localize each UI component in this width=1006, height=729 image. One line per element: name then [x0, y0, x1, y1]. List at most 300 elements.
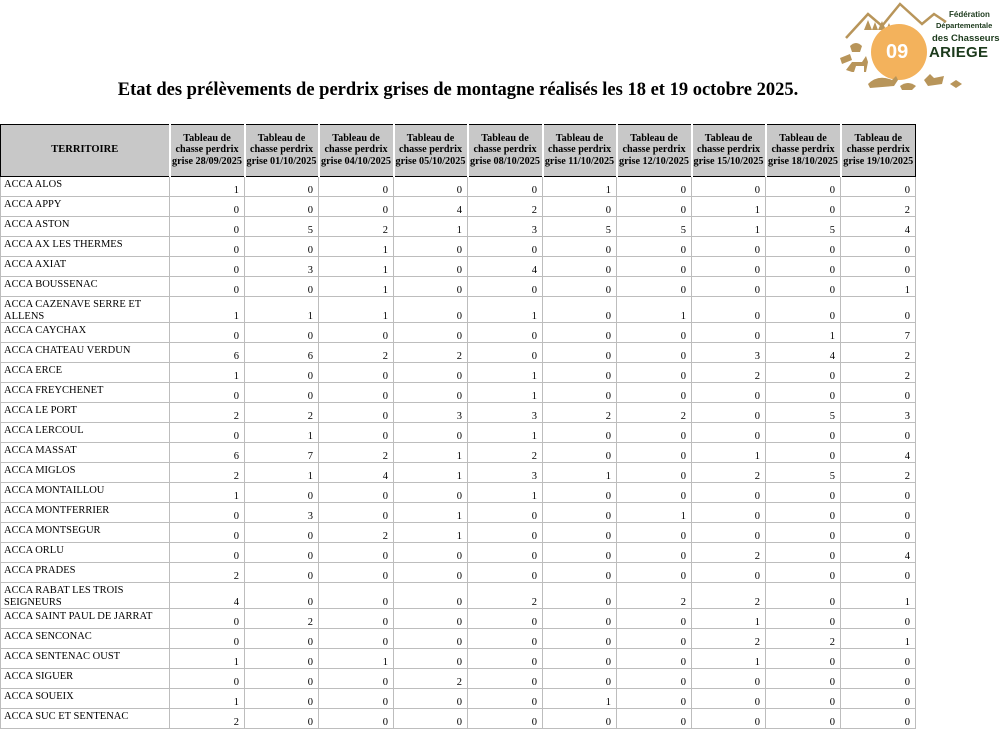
harvest-value-cell: 1 — [543, 177, 617, 197]
harvest-value-cell: 0 — [692, 709, 766, 729]
harvest-value-cell: 0 — [692, 563, 766, 583]
harvest-value-cell: 0 — [319, 689, 394, 709]
harvest-value-cell: 0 — [543, 629, 617, 649]
harvest-value-cell: 0 — [319, 363, 394, 383]
harvest-value-cell: 0 — [245, 543, 319, 563]
territory-name-cell: ACCA ORLU — [1, 543, 170, 563]
harvest-value-cell: 0 — [468, 277, 543, 297]
harvest-value-cell: 0 — [617, 649, 692, 669]
harvest-value-cell: 2 — [841, 197, 916, 217]
harvest-value-cell: 0 — [766, 257, 841, 277]
harvest-value-cell: 1 — [692, 609, 766, 629]
harvest-value-cell: 0 — [692, 689, 766, 709]
column-header-date: Tableau de chasse perdrix grise 08/10/2025 — [468, 125, 543, 177]
harvest-value-cell: 0 — [245, 709, 319, 729]
harvest-value-cell: 0 — [170, 237, 245, 257]
harvest-value-cell: 0 — [170, 277, 245, 297]
territory-name-cell: ACCA SOUEIX — [1, 689, 170, 709]
harvest-value-cell: 4 — [841, 217, 916, 237]
harvest-value-cell: 4 — [319, 463, 394, 483]
logo-text-chasseurs: des Chasseurs — [932, 33, 1000, 44]
harvest-value-cell: 2 — [170, 709, 245, 729]
harvest-value-cell: 1 — [841, 629, 916, 649]
harvest-value-cell: 3 — [245, 503, 319, 523]
harvest-value-cell: 0 — [170, 609, 245, 629]
harvest-value-cell: 0 — [543, 423, 617, 443]
logo-text-federation: Fédération — [949, 10, 990, 19]
harvest-value-cell: 0 — [766, 709, 841, 729]
page-title: Etat des prélèvements de perdrix grises de montagne réalisés les 18 et 19 octobre 2025. — [117, 80, 799, 100]
harvest-value-cell: 0 — [766, 503, 841, 523]
harvest-value-cell: 0 — [319, 709, 394, 729]
harvest-value-cell: 1 — [617, 503, 692, 523]
table-row — [1, 177, 916, 197]
harvest-value-cell: 0 — [617, 257, 692, 277]
harvest-value-cell: 2 — [617, 403, 692, 423]
territory-name-cell: ACCA CAYCHAX — [1, 323, 170, 343]
harvest-value-cell: 0 — [468, 523, 543, 543]
harvest-value-cell: 0 — [319, 403, 394, 423]
column-header-date: Tableau de chasse perdrix grise 01/10/2025 — [245, 125, 319, 177]
territory-name-cell: ACCA LERCOUL — [1, 423, 170, 443]
harvest-value-cell: 0 — [245, 583, 319, 609]
harvest-value-cell: 4 — [394, 197, 468, 217]
harvest-value-cell: 2 — [319, 523, 394, 543]
harvest-value-cell: 0 — [319, 609, 394, 629]
harvest-value-cell: 0 — [468, 689, 543, 709]
harvest-value-cell: 1 — [394, 503, 468, 523]
harvest-value-cell: 0 — [170, 257, 245, 277]
harvest-value-cell: 6 — [170, 443, 245, 463]
harvest-value-cell: 0 — [617, 483, 692, 503]
harvest-value-cell: 5 — [766, 463, 841, 483]
harvest-value-cell: 0 — [543, 609, 617, 629]
harvest-value-cell: 0 — [617, 689, 692, 709]
harvest-value-cell: 0 — [617, 563, 692, 583]
harvest-value-cell: 0 — [617, 423, 692, 443]
harvest-value-cell: 0 — [543, 669, 617, 689]
harvest-value-cell: 0 — [841, 257, 916, 277]
harvest-value-cell: 0 — [319, 503, 394, 523]
table-row — [1, 383, 916, 403]
harvest-value-cell: 0 — [543, 483, 617, 503]
column-header-date: Tableau de chasse perdrix grise 19/10/2025 — [841, 125, 916, 177]
harvest-value-cell: 0 — [468, 629, 543, 649]
harvest-value-cell: 0 — [766, 563, 841, 583]
harvest-value-cell: 0 — [766, 383, 841, 403]
harvest-value-cell: 0 — [617, 669, 692, 689]
column-header-date: Tableau de chasse perdrix grise 05/10/2025 — [394, 125, 468, 177]
harvest-value-cell: 0 — [543, 237, 617, 257]
harvest-value-cell: 0 — [543, 563, 617, 583]
harvest-value-cell: 0 — [245, 277, 319, 297]
harvest-value-cell: 1 — [841, 277, 916, 297]
harvest-value-cell: 0 — [766, 177, 841, 197]
table-row — [1, 629, 916, 649]
harvest-value-cell: 2 — [692, 463, 766, 483]
harvest-value-cell: 0 — [766, 689, 841, 709]
table-row — [1, 277, 916, 297]
harvest-value-cell: 1 — [617, 297, 692, 323]
harvest-value-cell: 4 — [841, 543, 916, 563]
table-row — [1, 709, 916, 729]
harvest-value-cell: 0 — [617, 363, 692, 383]
harvest-value-cell: 0 — [170, 669, 245, 689]
harvest-value-cell: 0 — [543, 443, 617, 463]
harvest-value-cell: 0 — [841, 177, 916, 197]
harvest-value-cell: 7 — [841, 323, 916, 343]
harvest-value-cell: 0 — [692, 383, 766, 403]
harvest-value-cell: 4 — [468, 257, 543, 277]
harvest-value-cell: 0 — [692, 323, 766, 343]
harvest-value-cell: 1 — [170, 177, 245, 197]
harvest-value-cell: 0 — [841, 563, 916, 583]
harvest-value-cell: 7 — [245, 443, 319, 463]
harvest-value-cell: 2 — [617, 583, 692, 609]
harvest-value-cell: 0 — [543, 277, 617, 297]
harvest-value-cell: 1 — [319, 237, 394, 257]
harvest-value-cell: 0 — [766, 609, 841, 629]
harvest-value-cell: 0 — [543, 257, 617, 277]
territory-name-cell: ACCA APPY — [1, 197, 170, 217]
harvest-value-cell: 0 — [543, 709, 617, 729]
harvest-value-cell: 0 — [766, 363, 841, 383]
harvest-value-cell: 0 — [319, 423, 394, 443]
table-header-row — [1, 125, 916, 177]
territory-name-cell: ACCA MIGLOS — [1, 463, 170, 483]
harvest-value-cell: 1 — [245, 297, 319, 323]
harvest-value-cell: 0 — [245, 523, 319, 543]
harvest-value-cell: 1 — [319, 649, 394, 669]
harvest-value-cell: 1 — [170, 363, 245, 383]
column-header-date: Tableau de chasse perdrix grise 04/10/2025 — [319, 125, 394, 177]
harvest-value-cell: 2 — [841, 363, 916, 383]
harvest-value-cell: 2 — [394, 343, 468, 363]
table-row — [1, 483, 916, 503]
harvest-value-cell: 1 — [468, 297, 543, 323]
harvest-value-cell: 1 — [468, 423, 543, 443]
harvest-value-cell: 1 — [468, 383, 543, 403]
table-row — [1, 583, 916, 609]
territory-name-cell: ACCA LE PORT — [1, 403, 170, 423]
harvest-value-cell: 0 — [617, 629, 692, 649]
column-header-date: Tableau de chasse perdrix grise 28/09/2025 — [170, 125, 245, 177]
harvest-value-cell: 0 — [319, 483, 394, 503]
harvest-value-cell: 0 — [319, 197, 394, 217]
harvest-value-cell: 0 — [692, 503, 766, 523]
harvest-value-cell: 4 — [766, 343, 841, 363]
territory-name-cell: ACCA MONTAILLOU — [1, 483, 170, 503]
harvest-value-cell: 2 — [170, 463, 245, 483]
column-header-date: Tableau de chasse perdrix grise 11/10/2025 — [543, 125, 617, 177]
harvest-value-cell: 0 — [394, 583, 468, 609]
harvest-value-cell: 0 — [766, 423, 841, 443]
harvest-value-cell: 3 — [394, 403, 468, 423]
table-row — [1, 503, 916, 523]
harvest-value-cell: 0 — [841, 523, 916, 543]
harvest-value-cell: 0 — [617, 237, 692, 257]
harvest-value-cell: 0 — [394, 363, 468, 383]
harvest-value-cell: 3 — [245, 257, 319, 277]
harvest-value-cell: 0 — [617, 543, 692, 563]
harvest-value-cell: 1 — [170, 483, 245, 503]
harvest-value-cell: 0 — [394, 609, 468, 629]
harvest-value-cell: 0 — [468, 649, 543, 669]
harvest-value-cell: 2 — [543, 403, 617, 423]
harvest-value-cell: 0 — [245, 363, 319, 383]
harvest-value-cell: 0 — [617, 383, 692, 403]
harvest-value-cell: 0 — [766, 669, 841, 689]
harvest-value-cell: 2 — [468, 197, 543, 217]
column-header-date: Tableau de chasse perdrix grise 15/10/2025 — [692, 125, 766, 177]
harvest-value-cell: 1 — [692, 197, 766, 217]
harvest-value-cell: 0 — [170, 217, 245, 237]
harvest-value-cell: 6 — [170, 343, 245, 363]
territory-name-cell: ACCA MONTFERRIER — [1, 503, 170, 523]
harvest-value-cell: 0 — [692, 669, 766, 689]
harvest-value-cell: 0 — [841, 383, 916, 403]
harvest-value-cell: 1 — [170, 297, 245, 323]
harvest-value-cell: 0 — [766, 483, 841, 503]
harvest-value-cell: 0 — [543, 523, 617, 543]
harvest-value-cell: 0 — [617, 343, 692, 363]
harvest-value-cell: 2 — [170, 563, 245, 583]
table-row — [1, 463, 916, 483]
harvest-value-cell: 2 — [245, 403, 319, 423]
harvest-value-cell: 0 — [543, 323, 617, 343]
harvest-value-cell: 0 — [468, 543, 543, 563]
harvest-value-cell: 0 — [394, 277, 468, 297]
table-row — [1, 423, 916, 443]
harvest-value-cell: 0 — [170, 503, 245, 523]
harvest-value-cell: 0 — [394, 543, 468, 563]
table-row — [1, 343, 916, 363]
harvest-value-cell: 5 — [766, 217, 841, 237]
harvest-value-cell: 0 — [468, 343, 543, 363]
harvest-value-cell: 2 — [319, 443, 394, 463]
harvest-value-cell: 0 — [617, 177, 692, 197]
territory-name-cell: ACCA PRADES — [1, 563, 170, 583]
harvest-value-cell: 3 — [468, 463, 543, 483]
column-header-date: Tableau de chasse perdrix grise 12/10/2025 — [617, 125, 692, 177]
table-row — [1, 543, 916, 563]
harvest-value-cell: 0 — [319, 629, 394, 649]
harvest-value-cell: 2 — [692, 363, 766, 383]
table-row — [1, 197, 916, 217]
harvest-value-cell: 0 — [245, 383, 319, 403]
territory-name-cell: ACCA FREYCHENET — [1, 383, 170, 403]
harvest-value-cell: 0 — [245, 323, 319, 343]
harvest-value-cell: 0 — [617, 709, 692, 729]
harvest-value-cell: 0 — [319, 323, 394, 343]
harvest-value-cell: 1 — [170, 689, 245, 709]
territory-name-cell: ACCA MONTSEGUR — [1, 523, 170, 543]
logo-text-ariege: ARIEGE — [929, 44, 989, 61]
harvest-value-cell: 1 — [394, 443, 468, 463]
harvest-value-cell: 3 — [692, 343, 766, 363]
harvest-value-cell: 0 — [468, 609, 543, 629]
harvest-value-cell: 0 — [543, 343, 617, 363]
table-row — [1, 257, 916, 277]
harvest-value-cell: 0 — [170, 523, 245, 543]
harvest-value-cell: 1 — [692, 443, 766, 463]
harvest-value-cell: 0 — [766, 443, 841, 463]
harvest-value-cell: 0 — [468, 503, 543, 523]
harvest-value-cell: 0 — [245, 237, 319, 257]
table-row — [1, 237, 916, 257]
harvest-value-cell: 0 — [468, 237, 543, 257]
harvest-value-cell: 0 — [841, 609, 916, 629]
table-row — [1, 609, 916, 629]
harvest-value-cell: 1 — [841, 583, 916, 609]
harvest-value-cell: 0 — [692, 403, 766, 423]
harvest-value-cell: 0 — [394, 323, 468, 343]
harvest-value-cell: 0 — [394, 483, 468, 503]
logo-text-departementale: Départementale — [936, 21, 993, 30]
harvest-value-cell: 0 — [394, 257, 468, 277]
harvest-value-cell: 2 — [468, 583, 543, 609]
harvest-value-cell: 0 — [394, 297, 468, 323]
harvest-value-cell: 0 — [543, 363, 617, 383]
harvest-value-cell: 0 — [170, 543, 245, 563]
harvest-value-cell: 0 — [841, 237, 916, 257]
harvest-value-cell: 0 — [543, 583, 617, 609]
harvest-value-cell: 2 — [692, 583, 766, 609]
table-body — [1, 177, 916, 729]
territory-name-cell: ACCA ALOS — [1, 177, 170, 197]
harvest-value-cell: 0 — [468, 323, 543, 343]
harvest-value-cell: 2 — [170, 403, 245, 423]
harvest-value-cell: 0 — [319, 383, 394, 403]
harvest-value-cell: 0 — [692, 277, 766, 297]
table-row — [1, 403, 916, 423]
harvest-value-cell: 2 — [245, 609, 319, 629]
harvest-value-cell: 0 — [766, 649, 841, 669]
harvest-value-cell: 1 — [319, 277, 394, 297]
harvest-value-cell: 5 — [617, 217, 692, 237]
harvest-value-cell: 2 — [841, 343, 916, 363]
harvest-value-cell: 0 — [617, 523, 692, 543]
harvest-value-cell: 0 — [394, 649, 468, 669]
harvest-value-cell: 1 — [468, 363, 543, 383]
harvest-value-cell: 0 — [841, 423, 916, 443]
harvest-value-cell: 0 — [841, 503, 916, 523]
harvest-value-cell: 4 — [841, 443, 916, 463]
harvest-value-cell: 0 — [617, 609, 692, 629]
table-row — [1, 649, 916, 669]
harvest-value-cell: 0 — [394, 237, 468, 257]
territory-name-cell: ACCA CHATEAU VERDUN — [1, 343, 170, 363]
harvest-value-cell: 0 — [617, 277, 692, 297]
harvest-value-cell: 0 — [319, 583, 394, 609]
harvest-value-cell: 0 — [394, 177, 468, 197]
harvest-value-cell: 2 — [319, 217, 394, 237]
harvest-value-cell: 0 — [841, 689, 916, 709]
harvest-value-cell: 2 — [766, 629, 841, 649]
table-row — [1, 523, 916, 543]
harvest-value-cell: 0 — [394, 689, 468, 709]
harvest-value-cell: 0 — [543, 383, 617, 403]
harvest-value-cell: 0 — [543, 649, 617, 669]
harvest-value-cell: 2 — [319, 343, 394, 363]
territory-name-cell: ACCA RABAT LES TROIS SEIGNEURS — [1, 583, 170, 609]
harvest-value-cell: 2 — [394, 669, 468, 689]
harvest-value-cell: 0 — [319, 563, 394, 583]
harvest-value-cell: 0 — [692, 297, 766, 323]
harvest-value-cell: 0 — [766, 277, 841, 297]
column-header-date: Tableau de chasse perdrix grise 18/10/2025 — [766, 125, 841, 177]
territory-name-cell: ACCA AX LES THERMES — [1, 237, 170, 257]
harvest-value-cell: 0 — [394, 709, 468, 729]
harvest-value-cell: 1 — [319, 257, 394, 277]
territory-name-cell: ACCA SENTENAC OUST — [1, 649, 170, 669]
harvest-value-cell: 0 — [170, 423, 245, 443]
territory-name-cell: ACCA ERCE — [1, 363, 170, 383]
harvest-value-cell: 0 — [468, 563, 543, 583]
harvest-value-cell: 0 — [245, 669, 319, 689]
harvest-value-cell: 1 — [394, 523, 468, 543]
table-row — [1, 323, 916, 343]
harvest-value-cell: 0 — [692, 483, 766, 503]
harvest-value-cell: 0 — [245, 563, 319, 583]
table-row — [1, 217, 916, 237]
harvest-value-cell: 1 — [394, 463, 468, 483]
harvest-value-cell: 1 — [245, 423, 319, 443]
harvest-value-cell: 0 — [394, 629, 468, 649]
harvest-value-cell: 0 — [617, 197, 692, 217]
harvest-value-cell: 5 — [245, 217, 319, 237]
harvest-value-cell: 0 — [841, 669, 916, 689]
harvest-value-cell: 0 — [319, 543, 394, 563]
harvest-value-cell: 1 — [170, 649, 245, 669]
harvest-value-cell: 3 — [841, 403, 916, 423]
harvest-value-cell: 0 — [617, 443, 692, 463]
table-row — [1, 363, 916, 383]
harvest-value-cell: 0 — [170, 323, 245, 343]
harvest-value-cell: 1 — [766, 323, 841, 343]
harvest-value-cell: 1 — [319, 297, 394, 323]
logo-number: 09 — [886, 41, 909, 63]
harvest-value-cell: 2 — [468, 443, 543, 463]
harvest-value-cell: 0 — [692, 177, 766, 197]
harvest-value-cell: 0 — [543, 297, 617, 323]
harvest-value-cell: 0 — [394, 563, 468, 583]
harvest-value-cell: 0 — [245, 483, 319, 503]
harvest-value-cell: 0 — [841, 709, 916, 729]
harvest-value-cell: 0 — [692, 257, 766, 277]
harvest-value-cell: 2 — [692, 543, 766, 563]
harvest-value-cell: 0 — [170, 383, 245, 403]
harvest-value-cell: 0 — [692, 423, 766, 443]
harvest-value-cell: 0 — [543, 197, 617, 217]
harvest-value-cell: 0 — [394, 383, 468, 403]
harvest-value-cell: 0 — [766, 543, 841, 563]
harvest-value-cell: 5 — [766, 403, 841, 423]
table-row — [1, 689, 916, 709]
harvest-value-cell: 1 — [692, 649, 766, 669]
harvest-value-cell: 0 — [692, 523, 766, 543]
harvest-value-cell: 0 — [245, 177, 319, 197]
harvest-value-cell: 1 — [543, 689, 617, 709]
territory-name-cell: ACCA SENCONAC — [1, 629, 170, 649]
harvest-value-cell: 5 — [543, 217, 617, 237]
harvest-value-cell: 0 — [692, 237, 766, 257]
harvest-value-cell: 0 — [766, 523, 841, 543]
harvest-value-cell: 1 — [394, 217, 468, 237]
harvest-value-cell: 3 — [468, 217, 543, 237]
harvest-value-cell: 6 — [245, 343, 319, 363]
harvest-value-cell: 2 — [692, 629, 766, 649]
